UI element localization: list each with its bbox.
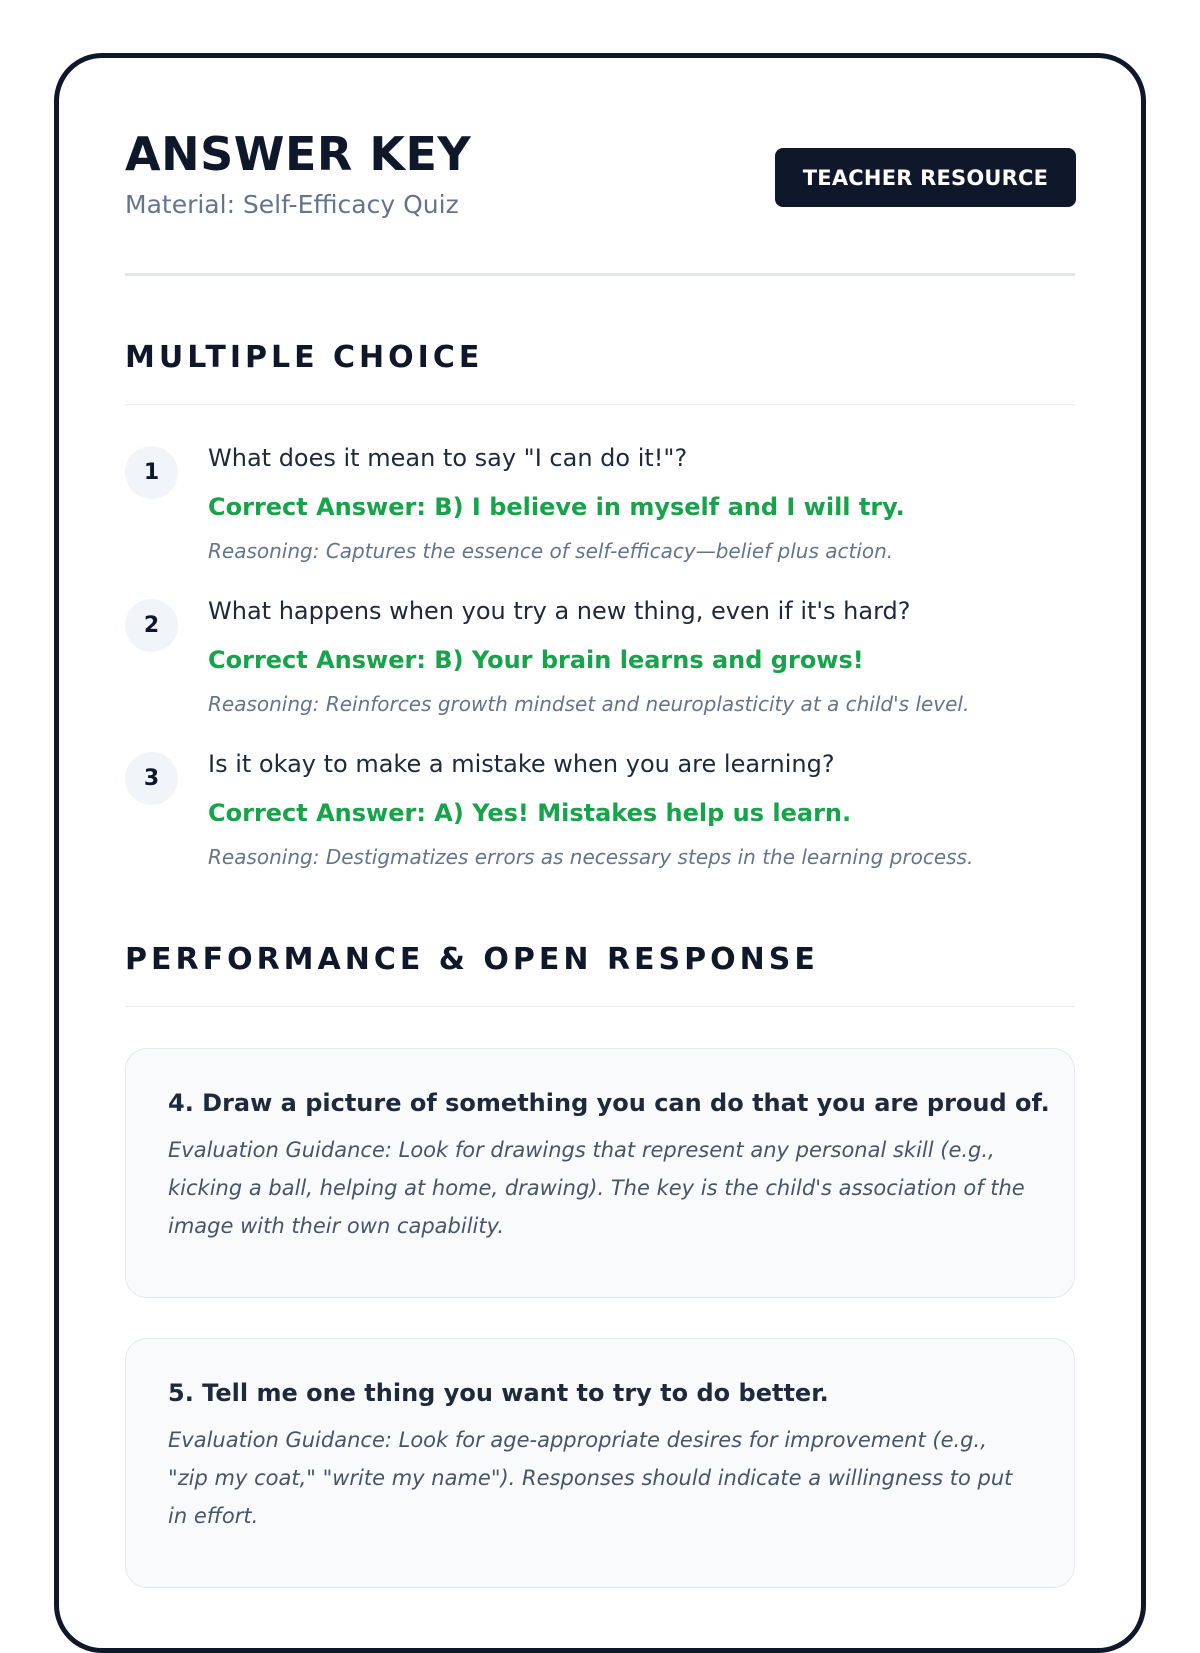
section-title-multiple-choice: MULTIPLE CHOICE xyxy=(125,340,484,375)
page-subtitle: Material: Self-Efficacy Quiz xyxy=(125,190,459,219)
header-divider xyxy=(125,273,1075,276)
answer-reasoning: Reasoning: Reinforces growth mindset and neuroplasticity at a child's level. xyxy=(208,692,970,716)
evaluation-guidance: Evaluation Guidance: Look for age-appropriate desires for improvement (e.g., "zip my coat," "write my name"). Responses should indicate a willingness to put in effort. xyxy=(168,1428,1013,1528)
open-question: 4. Draw a picture of something you can do that you are proud of. xyxy=(168,1089,1050,1117)
page-title: ANSWER KEY xyxy=(125,127,472,181)
question-text: What happens when you try a new thing, even if it's hard? xyxy=(208,597,911,625)
question-number-badge: 3 xyxy=(125,752,178,805)
section-divider xyxy=(125,1006,1075,1007)
correct-answer: Correct Answer: A) Yes! Mistakes help us learn. xyxy=(208,799,852,827)
correct-answer: Correct Answer: B) I believe in myself and I will try. xyxy=(208,493,905,521)
question-text: Is it okay to make a mistake when you are learning? xyxy=(208,750,835,778)
answer-reasoning: Reasoning: Captures the essence of self-efficacy—belief plus action. xyxy=(208,539,894,563)
section-divider xyxy=(125,404,1075,405)
open-question: 5. Tell me one thing you want to try to do better. xyxy=(168,1379,829,1407)
teacher-resource-badge: TEACHER RESOURCE xyxy=(775,148,1076,207)
answer-reasoning: Reasoning: Destigmatizes errors as necessary steps in the learning process. xyxy=(208,845,974,869)
question-number-badge: 1 xyxy=(125,446,178,499)
header xyxy=(125,128,1075,268)
open-response-card-4 xyxy=(125,1048,1075,1298)
correct-answer: Correct Answer: B) Your brain learns and grows! xyxy=(208,646,864,674)
evaluation-guidance: Evaluation Guidance: Look for drawings that represent any personal skill (e.g., kicking a ball, helping at home, drawing). The key is the child's association of the image with their own capability. xyxy=(168,1138,1025,1238)
question-text: What does it mean to say "I can do it!"? xyxy=(208,444,688,472)
question-number-badge: 2 xyxy=(125,599,178,652)
section-title-open-response: PERFORMANCE & OPEN RESPONSE xyxy=(125,942,819,977)
open-response-card-5 xyxy=(125,1338,1075,1588)
